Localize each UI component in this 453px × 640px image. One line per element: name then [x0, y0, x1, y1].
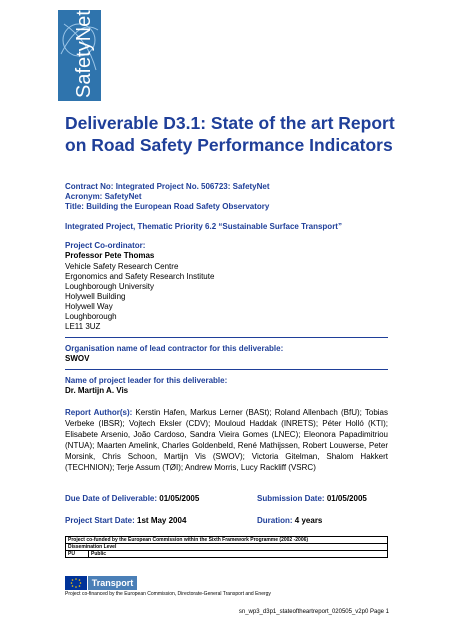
- due-date-label: Due Date of Deliverable:: [65, 494, 158, 503]
- authors-text: Kerstin Hafen, Markus Lerner (BASt); Roland Allenbach (BfU); Tobias Verbeke (IBSR); Vojtech Eksler (CDV); Mouloud Haddak (INRETS); Péter Holló (KTI); Elisabete Arsenio, João Cardoso, Sandra Vieira Gomes (LNEC); Eleonora Papadimitriou (NTUA); Maarten Amelink, Charles Goldenbeld, René Mathijssen, Robert Louwerse, Peter Morsink, Chris Schoon, Martijn Vis (SWOV); Victoria Gitelman, Shalom Hakkert (TECHNION); Terje Assum (TØI); Andrew Morris, Lucy Rackliff (VSRC): [65, 408, 389, 472]
- address-line: LE11 3UZ: [65, 322, 101, 331]
- lead-contractor-heading: Organisation name of lead contractor for this deliverable:: [65, 344, 284, 353]
- acronym-line: [65, 192, 141, 202]
- report-authors: [65, 407, 388, 473]
- cofinance-note: Project co-financed by the European Commission, Directorate-General Transport and Energy: [65, 591, 271, 597]
- lead-contractor-value: SWOV: [65, 354, 90, 363]
- address-line: Holywell Building: [65, 292, 126, 301]
- address-line: Loughborough: [65, 312, 117, 321]
- dissemination-level-heading: Dissemination Level: [66, 544, 388, 551]
- project-title-line: [65, 202, 269, 212]
- svg-text:SafetyNet: SafetyNet: [73, 10, 95, 98]
- authors-label: Report Author(s):: [65, 408, 133, 417]
- duration-label: Duration:: [257, 516, 293, 525]
- submission-date-value: 01/05/2005: [326, 494, 367, 503]
- duration-value: 4 years: [294, 516, 323, 525]
- acronym-label: Acronym:: [65, 192, 103, 201]
- contract-line: [65, 182, 270, 192]
- cofunding-table: [65, 536, 388, 558]
- project-dates: [65, 516, 388, 525]
- dissemination-level: Public: [89, 551, 388, 558]
- divider: [65, 369, 388, 370]
- deliverable-dates: [65, 494, 388, 503]
- due-date-value: 01/05/2005: [159, 494, 200, 503]
- start-date-value: 1st May 2004: [137, 516, 187, 525]
- transport-logo: Transport: [88, 576, 137, 590]
- thematic-priority: Integrated Project, Thematic Priority 6.2 “Sustainable Surface Transport”: [65, 222, 342, 231]
- safetynet-logo: [58, 10, 101, 101]
- submission-date-label: Submission Date:: [257, 494, 325, 503]
- cofund-row: Project co-funded by the European Commission within the Sixth Framework Programme (2002 -2006): [66, 537, 388, 544]
- project-leader-value: Dr. Martijn A. Vis: [65, 386, 129, 395]
- document-title: Deliverable D3.1: State of the art Report on Road Safety Performance Indicators: [65, 113, 395, 155]
- contract-value: Integrated Project No. 506723: SafetyNet: [115, 182, 270, 191]
- page-footer: sn_wp3_d3p1_stateoftheartreport_020505_v2p0 Page 1: [238, 609, 389, 615]
- coordinator-name: Professor Pete Thomas: [65, 251, 155, 260]
- submission-date: [257, 494, 367, 503]
- address-line: Loughborough University: [65, 282, 154, 291]
- divider: [65, 337, 388, 338]
- dissemination-code: PU: [66, 551, 89, 558]
- start-date-label: Project Start Date:: [65, 516, 135, 525]
- coordinator-heading: Project Co-ordinator:: [65, 241, 146, 250]
- project-leader-heading: Name of project leader for this deliverable:: [65, 376, 228, 385]
- duration: [257, 516, 322, 525]
- acronym-value: SafetyNet: [104, 192, 142, 201]
- address-line: Holywell Way: [65, 302, 113, 311]
- title-label: Title:: [65, 202, 84, 211]
- eu-flag-icon: [65, 576, 87, 590]
- address-line: Vehicle Safety Research Centre: [65, 262, 179, 271]
- contract-label: Contract No:: [65, 182, 114, 191]
- title-value: Building the European Road Safety Observatory: [86, 202, 270, 211]
- address-line: Ergonomics and Safety Research Institute: [65, 272, 215, 281]
